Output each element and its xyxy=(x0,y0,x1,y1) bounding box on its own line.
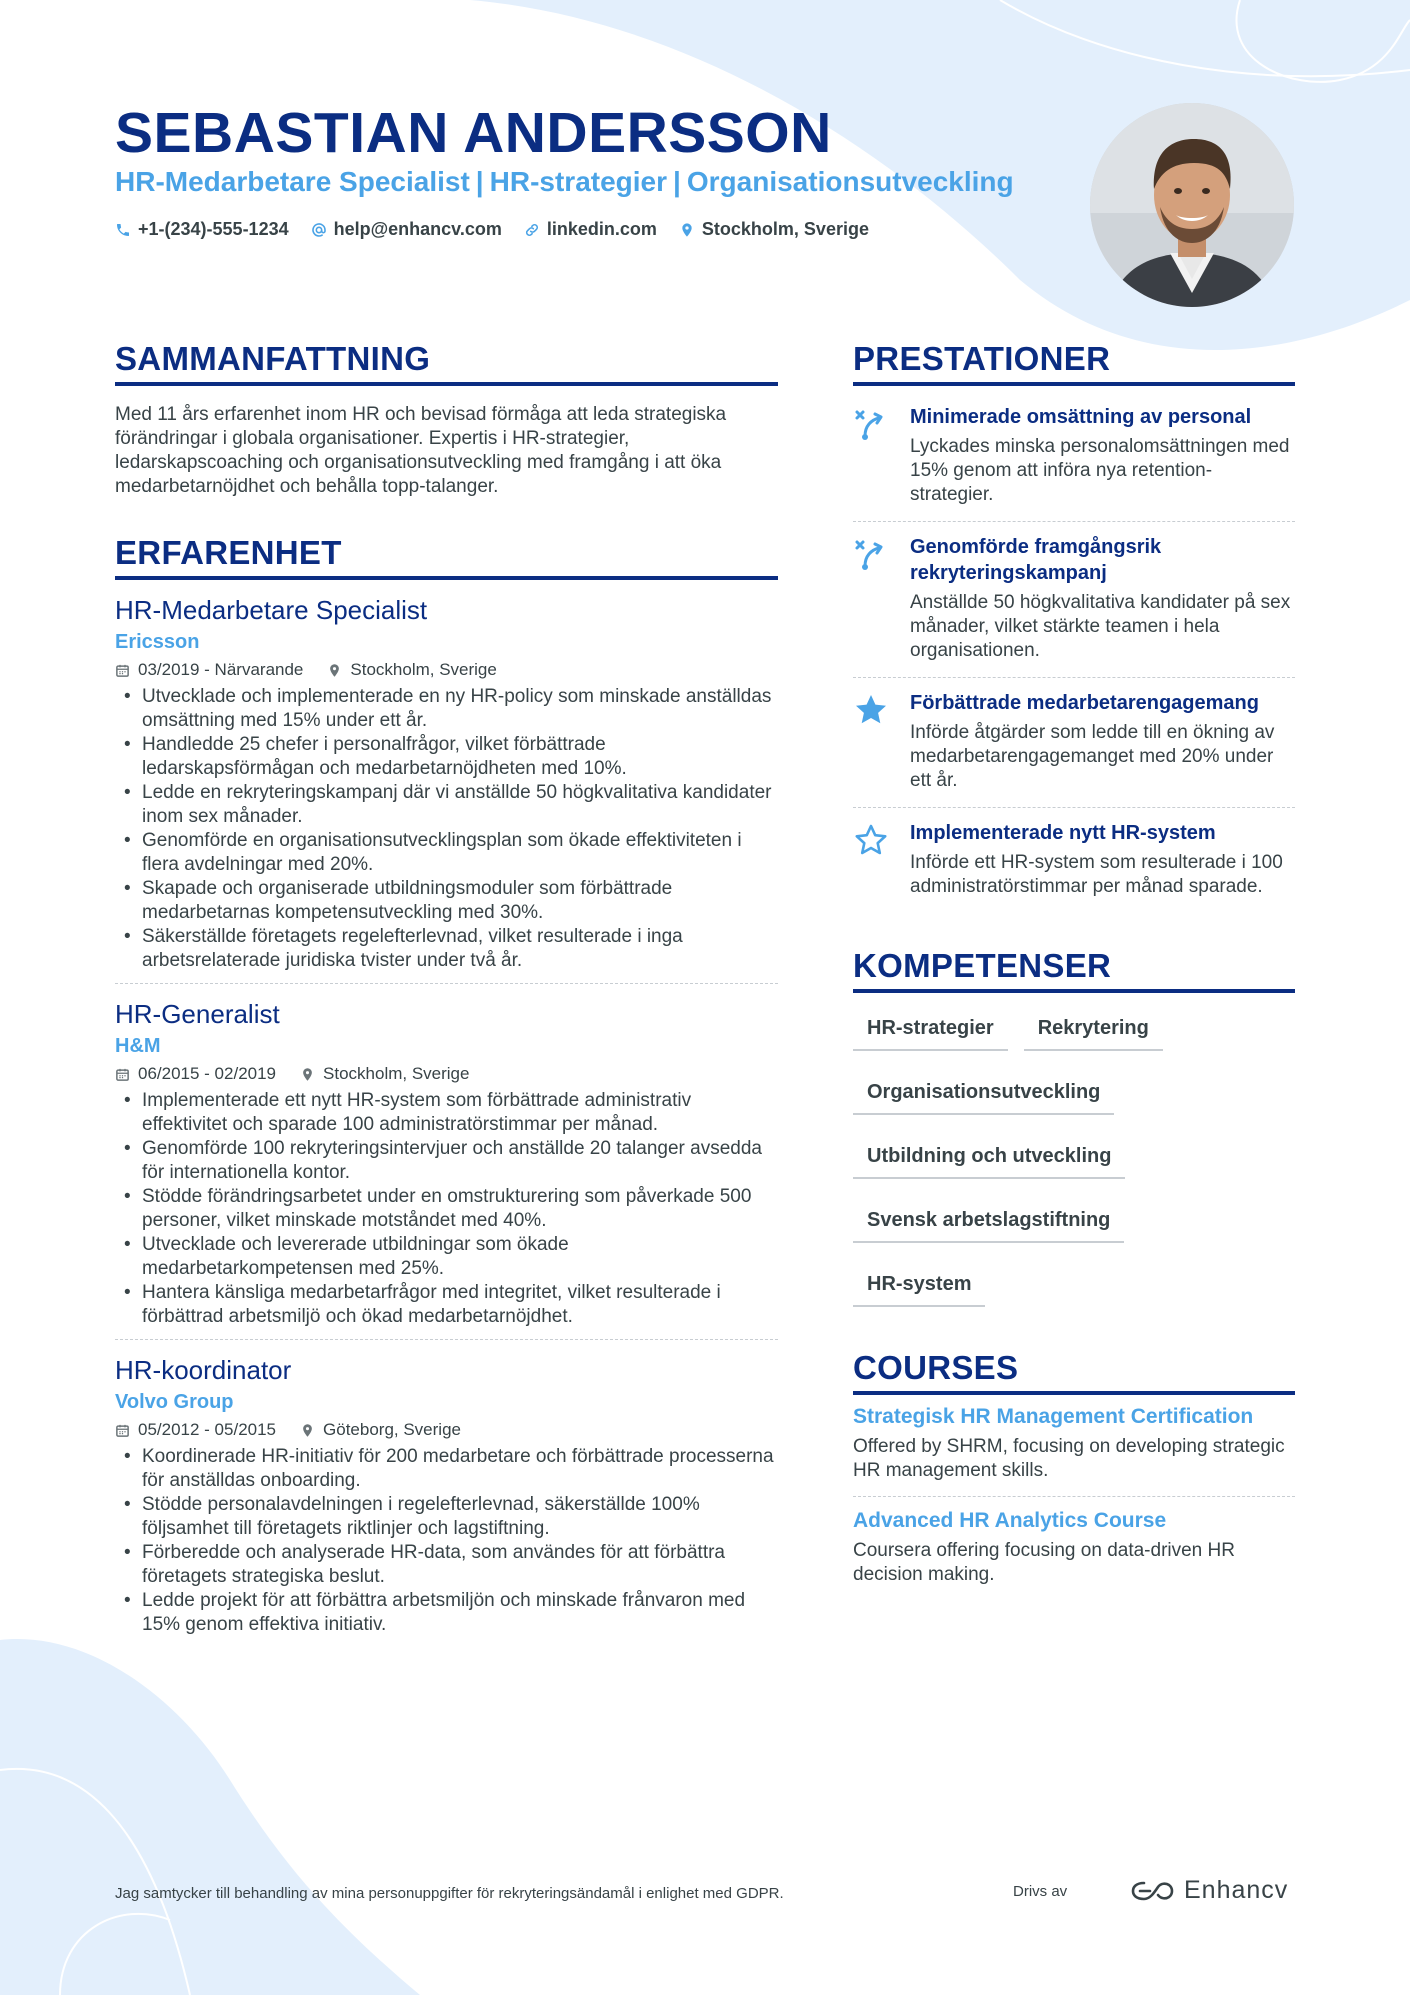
achievement-title: Förbättrade medarbetarengagemang xyxy=(910,692,1259,714)
location-pin-icon xyxy=(327,663,342,678)
bullet-item: • Handledde 25 chefer i personalfrågor, vilket förbättrade ledarskapsförmågan och medarbetarnöjdheten med 10%. xyxy=(115,733,778,781)
bullet-item: • Ledde en rekryteringskampanj där vi anställde 50 högkvalitativa kandidater inom sex månader. xyxy=(115,781,778,829)
job-bullets xyxy=(115,1089,778,1329)
job-dates xyxy=(115,660,303,680)
job-dates-text: 06/2015 - 02/2019 xyxy=(138,1064,277,1083)
skills-list xyxy=(853,1009,1295,1307)
calendar-icon xyxy=(115,663,130,678)
job-company: H&M xyxy=(115,1035,161,1057)
bullet-item: • Genomförde 100 rekryteringsintervjuer och anställde 20 talanger avsedda för internationella kontor. xyxy=(115,1137,778,1185)
profile-photo xyxy=(1090,103,1294,307)
email-address: help@enhancv.com xyxy=(333,219,502,239)
course-item xyxy=(853,1497,1295,1600)
skill-tag: HR-system xyxy=(853,1265,985,1307)
job-location-text: Stockholm, Sverige xyxy=(323,1064,470,1083)
enhancv-logo-icon xyxy=(1130,1879,1176,1903)
bullet-item: • Förberedde och analyserade HR-data, som användes för att förbättra företagets strategiska beslut. xyxy=(115,1541,778,1589)
calendar-icon xyxy=(115,1067,130,1082)
headline-separator: | xyxy=(475,166,484,197)
achievement-item xyxy=(853,392,1295,522)
location-pin-icon xyxy=(300,1067,315,1082)
contact-linkedin[interactable] xyxy=(524,219,657,240)
bullet-item: • Implementerade ett nytt HR-system som förbättrade administrativ effektivitet och sparade 100 administratörstimmar per månad. xyxy=(115,1089,778,1137)
contact-info xyxy=(115,219,869,240)
headline-separator: | xyxy=(673,166,681,197)
job-company: Volvo Group xyxy=(115,1391,234,1413)
headline xyxy=(115,166,1014,198)
bullet-item: • Koordinerade HR-initiativ för 200 medarbetare och förbättrade processerna för anställdas onboarding. xyxy=(115,1445,778,1493)
skill-tag: Utbildning och utveckling xyxy=(853,1137,1125,1179)
bullet-item: • Hantera känsliga medarbetarfrågor med integritet, vilket resulterade i förbättrad arbetsmiljö och ökad medarbetarnöjdhet. xyxy=(115,1281,778,1329)
achievement-title: Minimerade omsättning av personal xyxy=(910,406,1252,428)
skills-heading: KOMPETENSER xyxy=(853,947,1295,993)
bullet-item: • Stödde personalavdelningen i regelefterlevnad, säkerställde 100% följsamhet till företagets riktlinjer och lagstiftning. xyxy=(115,1493,778,1541)
summary-heading: SAMMANFATTNING xyxy=(115,340,778,386)
headline-skill: HR-strategier xyxy=(489,166,668,197)
headline-skill: Organisationsutveckling xyxy=(686,166,1014,197)
headline-role: HR-Medarbetare Specialist xyxy=(115,166,470,197)
right-column xyxy=(853,340,1295,1600)
job-bullets xyxy=(115,1445,778,1637)
job-location xyxy=(300,1420,461,1440)
courses-heading: COURSES xyxy=(853,1349,1295,1395)
link-icon xyxy=(524,222,540,238)
bullet-item: • Ledde projekt för att förbättra arbetsmiljön och minskade frånvaron med 15% genom effektiva initiativ. xyxy=(115,1589,778,1637)
phone-number: +1-(234)-555-1234 xyxy=(138,219,289,239)
calendar-icon xyxy=(115,1423,130,1438)
skill-tag: Organisationsutveckling xyxy=(853,1073,1114,1115)
job-role: HR-Medarbetare Specialist xyxy=(115,595,428,625)
strategy-icon xyxy=(853,404,891,507)
achievement-desc: Anställde 50 högkvalitativa kandidater på sex månader, vilket stärkte teamen i hela organisationen. xyxy=(910,592,1291,661)
skill-tag: Svensk arbetslagstiftning xyxy=(853,1201,1124,1243)
contact-email[interactable] xyxy=(311,219,502,240)
achievement-item xyxy=(853,522,1295,678)
course-desc: Offered by SHRM, focusing on developing strategic HR management skills. xyxy=(853,1436,1285,1481)
achievement-desc: Införde ett HR-system som resulterade i 100 administratörstimmar per månad sparade. xyxy=(910,852,1283,897)
job-dates xyxy=(115,1420,276,1440)
job-dates xyxy=(115,1064,276,1084)
enhancv-logo[interactable] xyxy=(1130,1876,1288,1905)
skill-tag: HR-strategier xyxy=(853,1009,1008,1051)
contact-phone[interactable] xyxy=(115,219,289,240)
course-title: Strategisk HR Management Certification xyxy=(853,1405,1254,1428)
gdpr-consent: Jag samtycker till behandling av mina personuppgifter för rekryteringsändamål i enlighet med GDPR. xyxy=(115,1885,784,1902)
enhancv-brand-text: Enhancv xyxy=(1184,1876,1289,1904)
powered-by-label: Drivs av xyxy=(1013,1883,1068,1900)
achievement-desc: Lyckades minska personalomsättningen med 15% genom att införa nya retention-strategier. xyxy=(910,436,1290,505)
bullet-item: • Stödde förändringsarbetet under en omstrukturering som påverkade 500 personer, vilket minskade motståndet med 40%. xyxy=(115,1185,778,1233)
at-icon xyxy=(311,222,327,238)
portrait-illustration xyxy=(1090,103,1294,307)
bullet-item: • Utvecklade och levererade utbildningar som ökade medarbetarkompetensen med 25%. xyxy=(115,1233,778,1281)
achievement-desc: Införde åtgärder som ledde till en ökning av medarbetarengagemanget med 20% under ett år. xyxy=(910,722,1275,791)
job-meta xyxy=(115,660,778,680)
job-role: HR-koordinator xyxy=(115,1355,292,1385)
bullet-item: • Skapade och organiserade utbildningsmoduler som förbättrade medarbetarnas kompetensutveckling med 30%. xyxy=(115,877,778,925)
achievement-item xyxy=(853,808,1295,913)
job-dates-text: 03/2019 - Närvarande xyxy=(138,660,304,679)
course-desc: Coursera offering focusing on data-driven HR decision making. xyxy=(853,1540,1235,1585)
achievements-list xyxy=(853,392,1295,913)
course-title: Advanced HR Analytics Course xyxy=(853,1509,1167,1532)
left-column xyxy=(115,340,778,1647)
job-meta xyxy=(115,1420,778,1440)
location-pin-icon xyxy=(679,222,695,238)
course-item xyxy=(853,1395,1295,1497)
phone-icon xyxy=(115,222,131,238)
job-meta xyxy=(115,1064,778,1084)
star-filled-icon xyxy=(853,690,891,793)
job-location xyxy=(327,660,496,680)
job-location-text: Stockholm, Sverige xyxy=(350,660,497,679)
star-outline-icon xyxy=(853,820,891,899)
linkedin-url: linkedin.com xyxy=(546,219,657,239)
job-company: Ericsson xyxy=(115,631,200,653)
bullet-item: • Utvecklade och implementerade en ny HR-policy som minskade anställdas omsättning med 15% under ett år. xyxy=(115,685,778,733)
location-pin-icon xyxy=(300,1423,315,1438)
job-dates-text: 05/2012 - 05/2015 xyxy=(138,1420,277,1439)
achievement-title: Implementerade nytt HR-system xyxy=(910,822,1216,844)
achievement-item xyxy=(853,678,1295,808)
contact-location xyxy=(679,219,869,240)
bullet-item: • Genomförde en organisationsutvecklingsplan som ökade effektiviteten i flera avdelningar med 20%. xyxy=(115,829,778,877)
skill-tag: Rekrytering xyxy=(1024,1009,1163,1051)
candidate-name: SEBASTIAN ANDERSSON xyxy=(115,101,832,165)
job-entry xyxy=(115,1355,778,1647)
bullet-item: • Säkerställde företagets regelefterlevnad, vilket resulterade i inga arbetsrelaterade juridiska tvister under två år. xyxy=(115,925,778,973)
experience-heading: ERFARENHET xyxy=(115,534,778,580)
summary-text: Med 11 års erfarenhet inom HR och bevisad förmåga att leda strategiska förändringar i globala organisationer. Expertis i HR-strategier, ledarskapscoaching och organisationsutveckling med framgång i att öka medarbetarnöjdhet och behålla topp-talanger. xyxy=(115,404,727,497)
job-bullets xyxy=(115,685,778,973)
job-location xyxy=(300,1064,469,1084)
job-entry xyxy=(115,595,778,984)
achievements-heading: PRESTATIONER xyxy=(853,340,1295,386)
strategy-icon xyxy=(853,534,891,663)
courses-list xyxy=(853,1395,1295,1600)
job-location-text: Göteborg, Sverige xyxy=(323,1420,461,1439)
achievement-title: Genomförde framgångsrik rekryteringskampanj xyxy=(910,536,1162,584)
job-role: HR-Generalist xyxy=(115,999,280,1029)
job-entry xyxy=(115,999,778,1340)
location-text: Stockholm, Sverige xyxy=(701,219,869,239)
